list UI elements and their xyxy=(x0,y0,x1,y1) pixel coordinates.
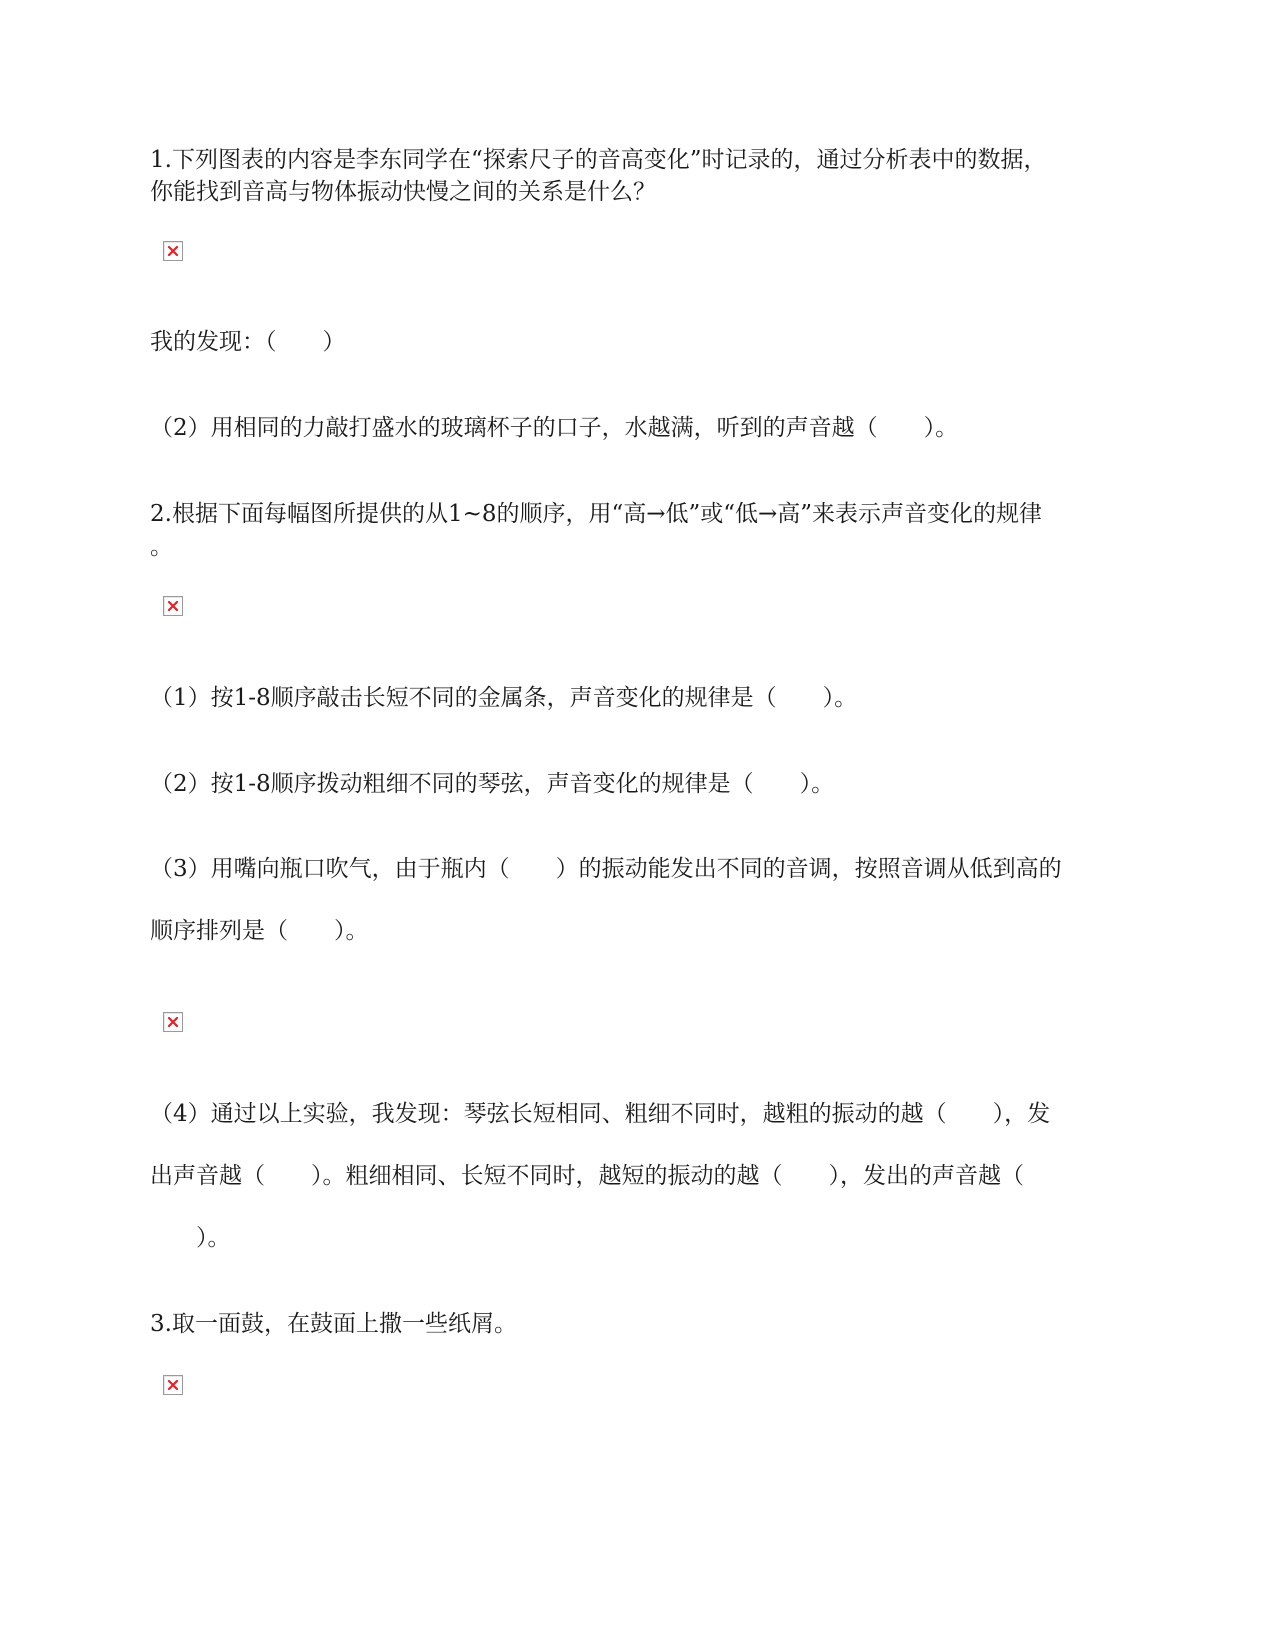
q2-text-line-1: 2.根据下面每幅图所提供的从1~8的顺序，用“高→低”或“低→高”来表示声音变化的规律 xyxy=(150,501,1043,527)
q2-sub-question-4-line-1: （4）通过以上实验，我发现：琴弦长短相同、粗细不同时，越粗的振动的越（ ），发 xyxy=(150,1101,1051,1127)
q3-text-line-1: 3.取一面鼓，在鼓面上撒一些纸屑。 xyxy=(150,1311,517,1337)
q2-sub-question-4-line-2: 出声音越（ ）。粗细相同、长短不同时，越短的振动的越（ ），发出的声音越（ xyxy=(150,1163,1024,1189)
q2-text-line-2: 。 xyxy=(150,534,173,560)
q2-sub-question-1: （1）按1-8顺序敲击长短不同的金属条，声音变化的规律是（ ）。 xyxy=(150,685,858,711)
broken-image-icon xyxy=(163,596,183,616)
q2-sub-question-3-line-1: （3）用嘴向瓶口吹气，由于瓶内（ ）的振动能发出不同的音调，按照音调从低到高的 xyxy=(150,856,1062,882)
q1-text-line-2: 你能找到音高与物体振动快慢之间的关系是什么？ xyxy=(150,179,656,205)
q1-finding: 我的发现：（ ） xyxy=(150,329,346,355)
q1-text-line-1: 1.下列图表的内容是李东同学在“探索尺子的音高变化”时记录的，通过分析表中的数据， xyxy=(150,147,1047,173)
q2-sub-question-4-line-3: ）。 xyxy=(150,1225,231,1251)
broken-image-icon xyxy=(163,241,183,261)
q2-sub-question-3-line-2: 顺序排列是（ ）。 xyxy=(150,918,369,944)
q2-sub-question-2: （2）按1-8顺序拨动粗细不同的琴弦，声音变化的规律是（ ）。 xyxy=(150,771,835,797)
broken-image-icon xyxy=(163,1375,183,1395)
broken-image-icon xyxy=(163,1012,183,1032)
q1-sub-question-2: （2）用相同的力敲打盛水的玻璃杯子的口子，水越满，听到的声音越（ ）。 xyxy=(150,415,959,441)
